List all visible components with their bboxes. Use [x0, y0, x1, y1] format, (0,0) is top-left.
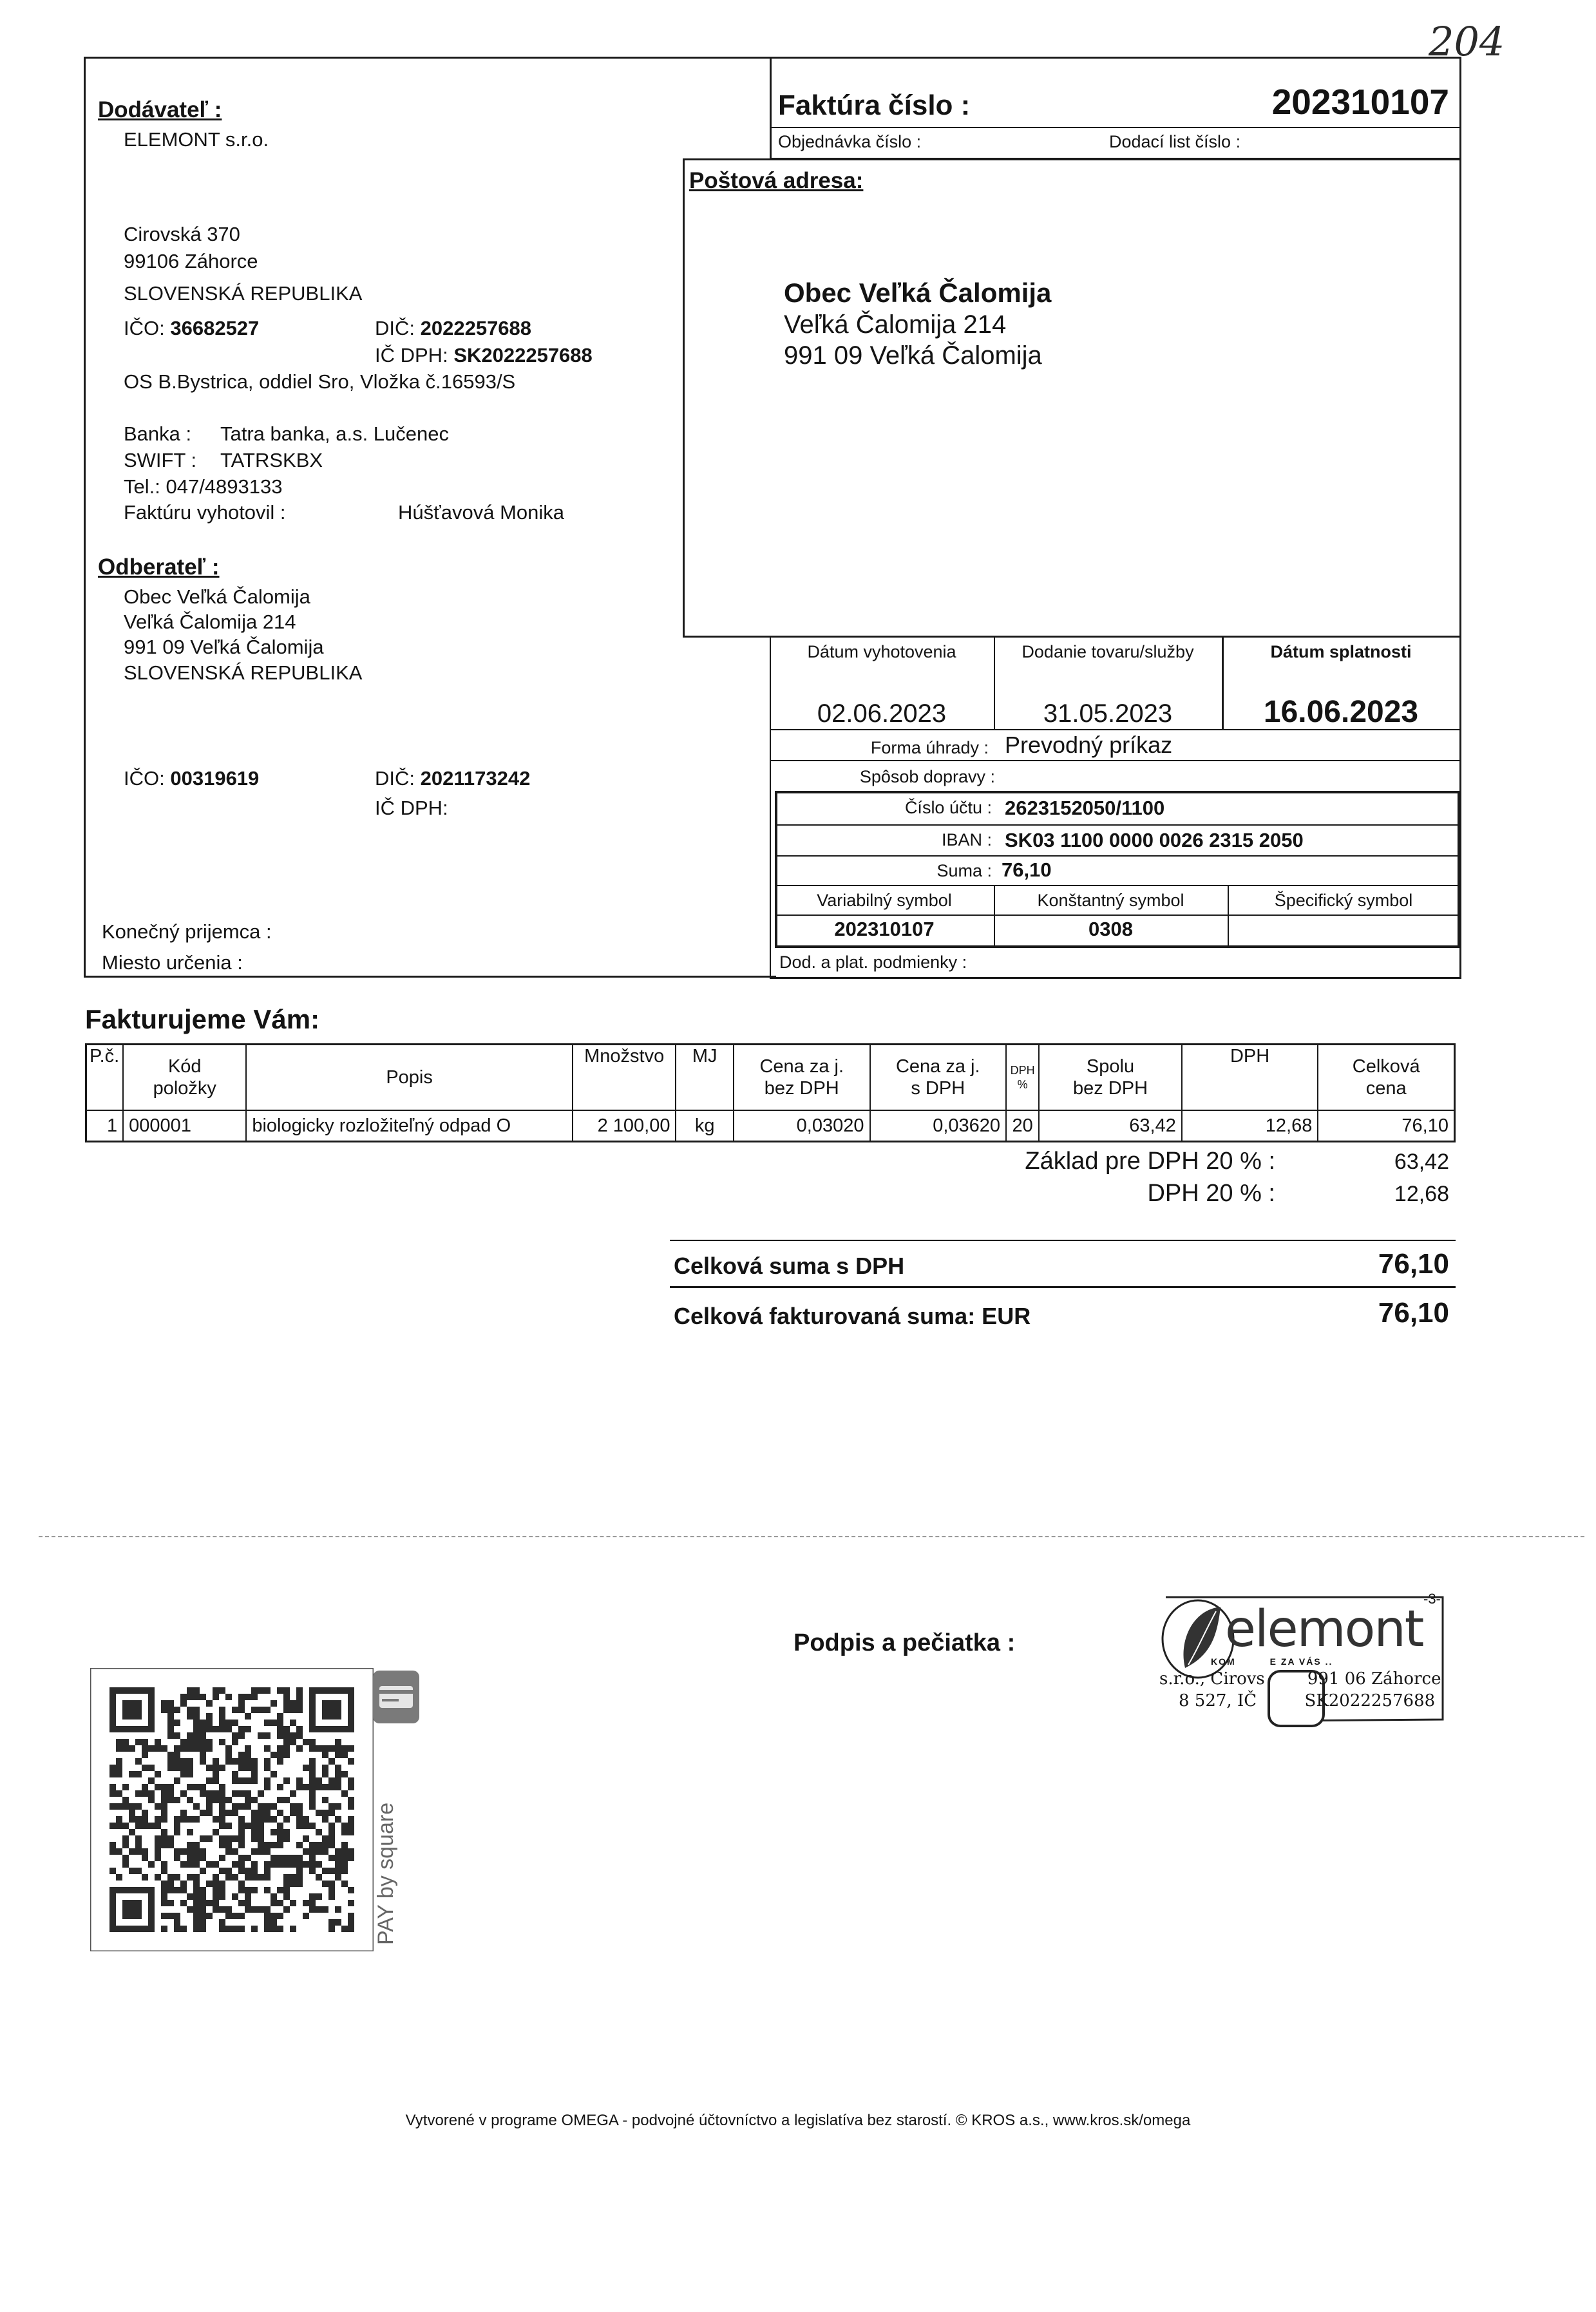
handwritten-page-number: 204 [1429, 18, 1505, 65]
issued-by-label: Faktúru vyhotovil : [124, 501, 286, 524]
supplier-icdph-value: SK2022257688 [453, 344, 593, 366]
items-table-header [86, 1045, 1455, 1111]
header-description: Popis [246, 1045, 572, 1111]
header-code-line1: Kód [167, 1056, 202, 1077]
footer-note: Vytvorené v programe OMEGA - podvojné účtovníctvo a legislatíva bez starostí. © KROS a.s., www.kros.sk/omega [405, 2112, 1191, 2129]
total-with-vat-label: Celková suma s DPH [674, 1253, 905, 1279]
final-recipient-label: Konečný prijemca : [102, 920, 272, 943]
header-vat-percent [1006, 1045, 1039, 1111]
supplier-dic-label: DIČ: [375, 317, 415, 339]
customer-ico-value: 00319619 [170, 767, 260, 790]
header-total-line1: Celková [1352, 1056, 1420, 1077]
customer-ico-label: IČO: [124, 767, 165, 790]
sum-label: Suma : [936, 861, 992, 880]
order-number-label: Objednávka číslo : [778, 132, 922, 151]
header-price-ex-vat [734, 1045, 870, 1111]
row-description: biologicky rozložiteľný odpad O [246, 1110, 572, 1142]
postal-street: Veľká Čalomija 214 [784, 310, 1007, 339]
customer-icdph-label: IČ DPH: [375, 797, 448, 819]
postal-city: 991 09 Veľká Čalomija [784, 341, 1042, 370]
stamp-line-1: KOM E ZA VÁS .. [1211, 1656, 1333, 1667]
customer-street: Veľká Čalomija 214 [124, 611, 296, 633]
supplier-icdph [375, 343, 593, 368]
perforation-line [39, 1536, 1584, 1537]
header-vat: DPH [1182, 1045, 1318, 1111]
supplier-bank: Tatra banka, a.s. Lučenec [220, 422, 450, 445]
row-code: 000001 [123, 1110, 246, 1142]
invoice-title: Faktúra číslo : [778, 90, 971, 121]
specific-symbol-label: Špecifický symbol [1274, 891, 1413, 910]
signature-label: Podpis a pečiatka : [793, 1629, 1016, 1656]
header-price-inc-line1: Cena za j. [895, 1056, 980, 1077]
issued-by-name: Húšťavová Monika [398, 501, 565, 524]
delivery-date: 31.05.2023 [1043, 699, 1173, 728]
row-total-ex-vat: 63,42 [1039, 1110, 1182, 1142]
destination-label: Miesto určenia : [102, 951, 243, 974]
header-price-inc-line2: s DPH [911, 1078, 965, 1099]
account-label: Číslo účtu : [904, 798, 992, 817]
variable-symbol-label: Variabilný symbol [817, 891, 952, 910]
vat-base-label: Základ pre DPH 20 % : [1025, 1148, 1275, 1175]
terms-label: Dod. a plat. podmienky : [779, 952, 967, 972]
supplier-ico [124, 316, 259, 341]
due-date: 16.06.2023 [1263, 695, 1419, 729]
supplier-tel: Tel.: 047/4893133 [124, 475, 283, 498]
header-vat-pct-line1: DPH [1010, 1064, 1035, 1077]
header-total-ex-line1: Spolu [1086, 1056, 1135, 1077]
row-vat-percent: 20 [1006, 1110, 1039, 1142]
payment-method-label: Forma úhrady : [870, 738, 989, 757]
supplier-ico-value: 36682527 [170, 317, 260, 339]
company-stamp [1140, 1571, 1456, 1732]
postal-name: Obec Veľká Čalomija [784, 278, 1052, 308]
header-price-inc-vat [870, 1045, 1007, 1111]
total-invoiced-value: 76,10 [1378, 1297, 1449, 1329]
stamp-logo-text: elemont [1225, 1600, 1423, 1658]
pay-by-square-text: PAY by square [374, 1802, 398, 1945]
stamp-page-mark: -3- [1423, 1591, 1441, 1607]
stamp-line-2: s.r.o., Cirovs 991 06 Záhorce [1159, 1669, 1441, 1689]
supplier-street: Cirovská 370 [124, 223, 240, 245]
iban-label: IBAN : [941, 830, 992, 849]
items-heading: Fakturujeme Vám: [85, 1004, 320, 1034]
total-invoiced-label: Celková fakturovaná suma: EUR [674, 1303, 1031, 1329]
supplier-heading: Dodávateľ : [98, 97, 222, 122]
issue-date-label: Dátum vyhotovenia [807, 642, 956, 661]
customer-city: 991 09 Veľká Čalomija [124, 636, 324, 658]
vat-label: DPH 20 % : [1147, 1180, 1275, 1207]
customer-heading: Odberateľ : [98, 554, 220, 580]
row-price-inc-vat: 0,03620 [870, 1110, 1007, 1142]
pay-by-square-brand [370, 1668, 422, 1951]
table-row [86, 1110, 1455, 1142]
header-total-line2: cena [1365, 1078, 1407, 1099]
header-price-ex-line1: Cena za j. [759, 1056, 844, 1077]
delivery-date-label: Dodanie tovaru/služby [1021, 642, 1194, 661]
pay-by-square-qr [90, 1668, 374, 2312]
header-price-ex-line2: bez DPH [764, 1078, 839, 1099]
supplier-ico-label: IČO: [124, 317, 165, 339]
constant-symbol: 0308 [1088, 918, 1133, 940]
sum-value: 76,10 [1002, 858, 1052, 881]
invoice-number: 202310107 [1271, 82, 1449, 122]
header-code-line2: položky [153, 1078, 216, 1099]
payment-method: Prevodný príkaz [1005, 732, 1173, 758]
delivery-note-label: Dodací list číslo : [1109, 132, 1241, 151]
row-pc: 1 [86, 1110, 124, 1142]
supplier-name: ELEMONT s.r.o. [124, 128, 269, 151]
customer-dic-value: 2021173242 [420, 767, 531, 790]
header-unit: MJ [676, 1045, 733, 1111]
supplier-country: SLOVENSKÁ REPUBLIKA [124, 282, 363, 305]
supplier-swift-label: SWIFT : [124, 449, 197, 471]
card-icon [370, 1668, 422, 1726]
header-total [1318, 1045, 1454, 1111]
customer-name: Obec Veľká Čalomija [124, 585, 310, 608]
supplier-swift: TATRSKBX [220, 449, 323, 471]
row-price-ex-vat: 0,03020 [734, 1110, 870, 1142]
issue-date: 02.06.2023 [817, 699, 947, 728]
account-number: 2623152050/1100 [1005, 797, 1165, 819]
supplier-icdph-label: IČ DPH: [375, 344, 448, 366]
iban-value: SK03 1100 0000 0026 2315 2050 [1005, 829, 1304, 851]
customer-dic-label: DIČ: [375, 767, 415, 790]
customer-dic [375, 766, 530, 791]
header-pc: P.č. [86, 1045, 124, 1111]
constant-symbol-label: Konštantný symbol [1037, 891, 1184, 910]
header-quantity: Množstvo [573, 1045, 676, 1111]
postal-heading: Poštová adresa: [689, 168, 864, 193]
header-code [123, 1045, 246, 1111]
supplier-city: 99106 Záhorce [124, 250, 258, 272]
variable-symbol: 202310107 [834, 918, 935, 940]
row-vat: 12,68 [1182, 1110, 1318, 1142]
supplier-register: OS B.Bystrica, oddiel Sro, Vložka č.16593/S [124, 370, 516, 393]
qr-code-graphic [90, 1668, 374, 1951]
due-date-label: Dátum splatnosti [1270, 642, 1412, 661]
customer-country: SLOVENSKÁ REPUBLIKA [124, 661, 363, 684]
row-quantity: 2 100,00 [573, 1110, 676, 1142]
vat-value: 12,68 [1394, 1182, 1449, 1206]
supplier-dic-value: 2022257688 [420, 317, 532, 339]
header-total-ex-vat [1039, 1045, 1182, 1111]
row-total: 76,10 [1318, 1110, 1454, 1142]
total-with-vat-value: 76,10 [1378, 1248, 1449, 1280]
supplier-dic [375, 316, 531, 341]
row-unit: kg [676, 1110, 733, 1142]
vat-base-value: 63,42 [1394, 1150, 1449, 1174]
supplier-bank-label: Banka : [124, 422, 192, 445]
transport-label: Spôsob dopravy : [859, 767, 995, 786]
customer-ico [124, 766, 259, 791]
header-vat-pct-line2: % [1017, 1078, 1028, 1091]
header-total-ex-line2: bez DPH [1072, 1078, 1148, 1099]
postal-address-frame [683, 158, 1461, 638]
stamp-line-3: 8 527, IČ SK2022257688 [1179, 1691, 1436, 1710]
items-table [85, 1043, 1456, 1142]
